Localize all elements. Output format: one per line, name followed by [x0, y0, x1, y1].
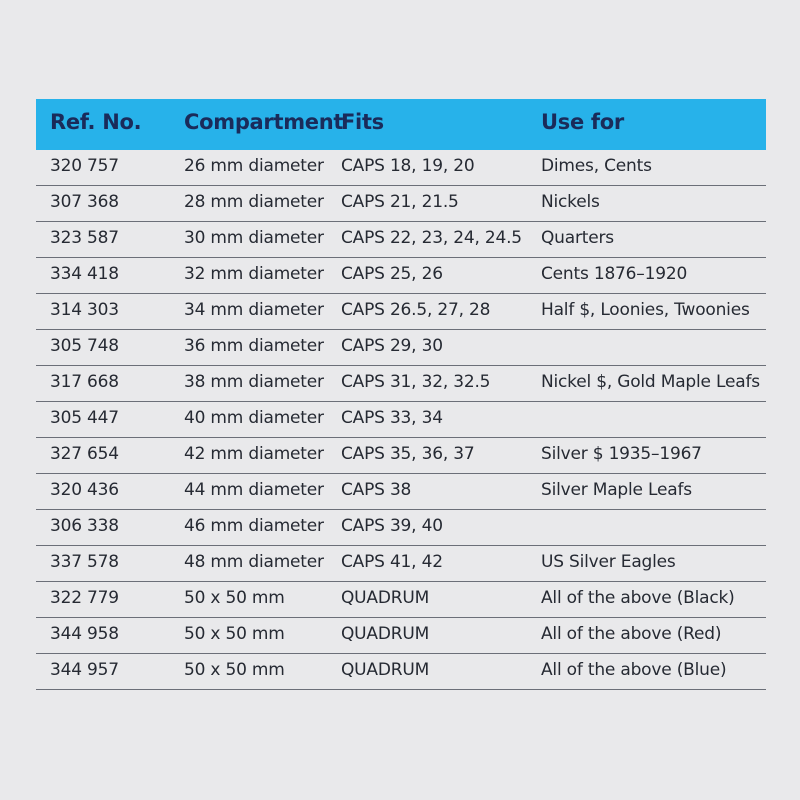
- table-row: [36, 366, 766, 402]
- cell-fits: CAPS 41, 42: [341, 552, 443, 572]
- header-ref-no: Ref. No.: [50, 110, 142, 134]
- cell-compartment: 50 x 50 mm: [184, 588, 285, 608]
- cell-fits: CAPS 25, 26: [341, 264, 443, 284]
- cell-ref-no: 323 587: [50, 228, 119, 248]
- cell-use-for: Nickel $, Gold Maple Leafs: [541, 372, 760, 392]
- cell-compartment: 28 mm diameter: [184, 192, 324, 212]
- cell-fits: CAPS 18, 19, 20: [341, 156, 475, 176]
- cell-compartment: 38 mm diameter: [184, 372, 324, 392]
- cell-use-for: Silver $ 1935–1967: [541, 444, 702, 464]
- cell-use-for: All of the above (Red): [541, 624, 722, 644]
- table-row: [36, 474, 766, 510]
- cell-ref-no: 320 436: [50, 480, 119, 500]
- cell-compartment: 50 x 50 mm: [184, 660, 285, 680]
- table-row: [36, 618, 766, 654]
- cell-fits: QUADRUM: [341, 588, 430, 608]
- table-row: [36, 510, 766, 546]
- cell-ref-no: 305 748: [50, 336, 119, 356]
- cell-use-for: All of the above (Black): [541, 588, 735, 608]
- cell-ref-no: 306 338: [50, 516, 119, 536]
- cell-use-for: Silver Maple Leafs: [541, 480, 692, 500]
- cell-ref-no: 344 958: [50, 624, 119, 644]
- cell-fits: CAPS 21, 21.5: [341, 192, 459, 212]
- cell-use-for: US Silver Eagles: [541, 552, 676, 572]
- cell-fits: CAPS 29, 30: [341, 336, 443, 356]
- table-row: [36, 294, 766, 330]
- cell-ref-no: 344 957: [50, 660, 119, 680]
- cell-compartment: 48 mm diameter: [184, 552, 324, 572]
- cell-compartment: 32 mm diameter: [184, 264, 324, 284]
- cell-compartment: 34 mm diameter: [184, 300, 324, 320]
- cell-fits: CAPS 35, 36, 37: [341, 444, 475, 464]
- cell-compartment: 26 mm diameter: [184, 156, 324, 176]
- cell-ref-no: 320 757: [50, 156, 119, 176]
- cell-ref-no: 305 447: [50, 408, 119, 428]
- cell-compartment: 36 mm diameter: [184, 336, 324, 356]
- header-fits: Fits: [341, 110, 384, 134]
- cell-fits: CAPS 26.5, 27, 28: [341, 300, 491, 320]
- table-row: [36, 402, 766, 438]
- cell-compartment: 50 x 50 mm: [184, 624, 285, 644]
- table-row: [36, 258, 766, 294]
- cell-fits: CAPS 31, 32, 32.5: [341, 372, 491, 392]
- cell-compartment: 46 mm diameter: [184, 516, 324, 536]
- cell-fits: QUADRUM: [341, 660, 430, 680]
- cell-compartment: 42 mm diameter: [184, 444, 324, 464]
- cell-ref-no: 317 668: [50, 372, 119, 392]
- table-row: [36, 222, 766, 258]
- cell-compartment: 44 mm diameter: [184, 480, 324, 500]
- capsule-table: [36, 99, 766, 690]
- cell-ref-no: 334 418: [50, 264, 119, 284]
- cell-fits: CAPS 38: [341, 480, 412, 500]
- cell-ref-no: 327 654: [50, 444, 119, 464]
- cell-use-for: Dimes, Cents: [541, 156, 652, 176]
- cell-fits: QUADRUM: [341, 624, 430, 644]
- cell-use-for: Quarters: [541, 228, 614, 248]
- table-body: [36, 150, 766, 690]
- table-row: [36, 150, 766, 186]
- table-row: [36, 582, 766, 618]
- cell-ref-no: 337 578: [50, 552, 119, 572]
- cell-ref-no: 307 368: [50, 192, 119, 212]
- cell-use-for: Nickels: [541, 192, 600, 212]
- cell-use-for: All of the above (Blue): [541, 660, 727, 680]
- table-row: [36, 546, 766, 582]
- table-row: [36, 438, 766, 474]
- cell-use-for: Cents 1876–1920: [541, 264, 688, 284]
- cell-fits: CAPS 39, 40: [341, 516, 443, 536]
- table-row: [36, 330, 766, 366]
- cell-use-for: Half $, Loonies, Twoonies: [541, 300, 750, 320]
- table-header: [36, 99, 766, 150]
- cell-ref-no: 322 779: [50, 588, 119, 608]
- table-row: [36, 654, 766, 690]
- table-row: [36, 186, 766, 222]
- cell-compartment: 30 mm diameter: [184, 228, 324, 248]
- header-use-for: Use for: [541, 110, 624, 134]
- header-compartment: Compartment: [184, 110, 344, 134]
- cell-fits: CAPS 22, 23, 24, 24.5: [341, 228, 522, 248]
- cell-fits: CAPS 33, 34: [341, 408, 443, 428]
- cell-ref-no: 314 303: [50, 300, 119, 320]
- cell-compartment: 40 mm diameter: [184, 408, 324, 428]
